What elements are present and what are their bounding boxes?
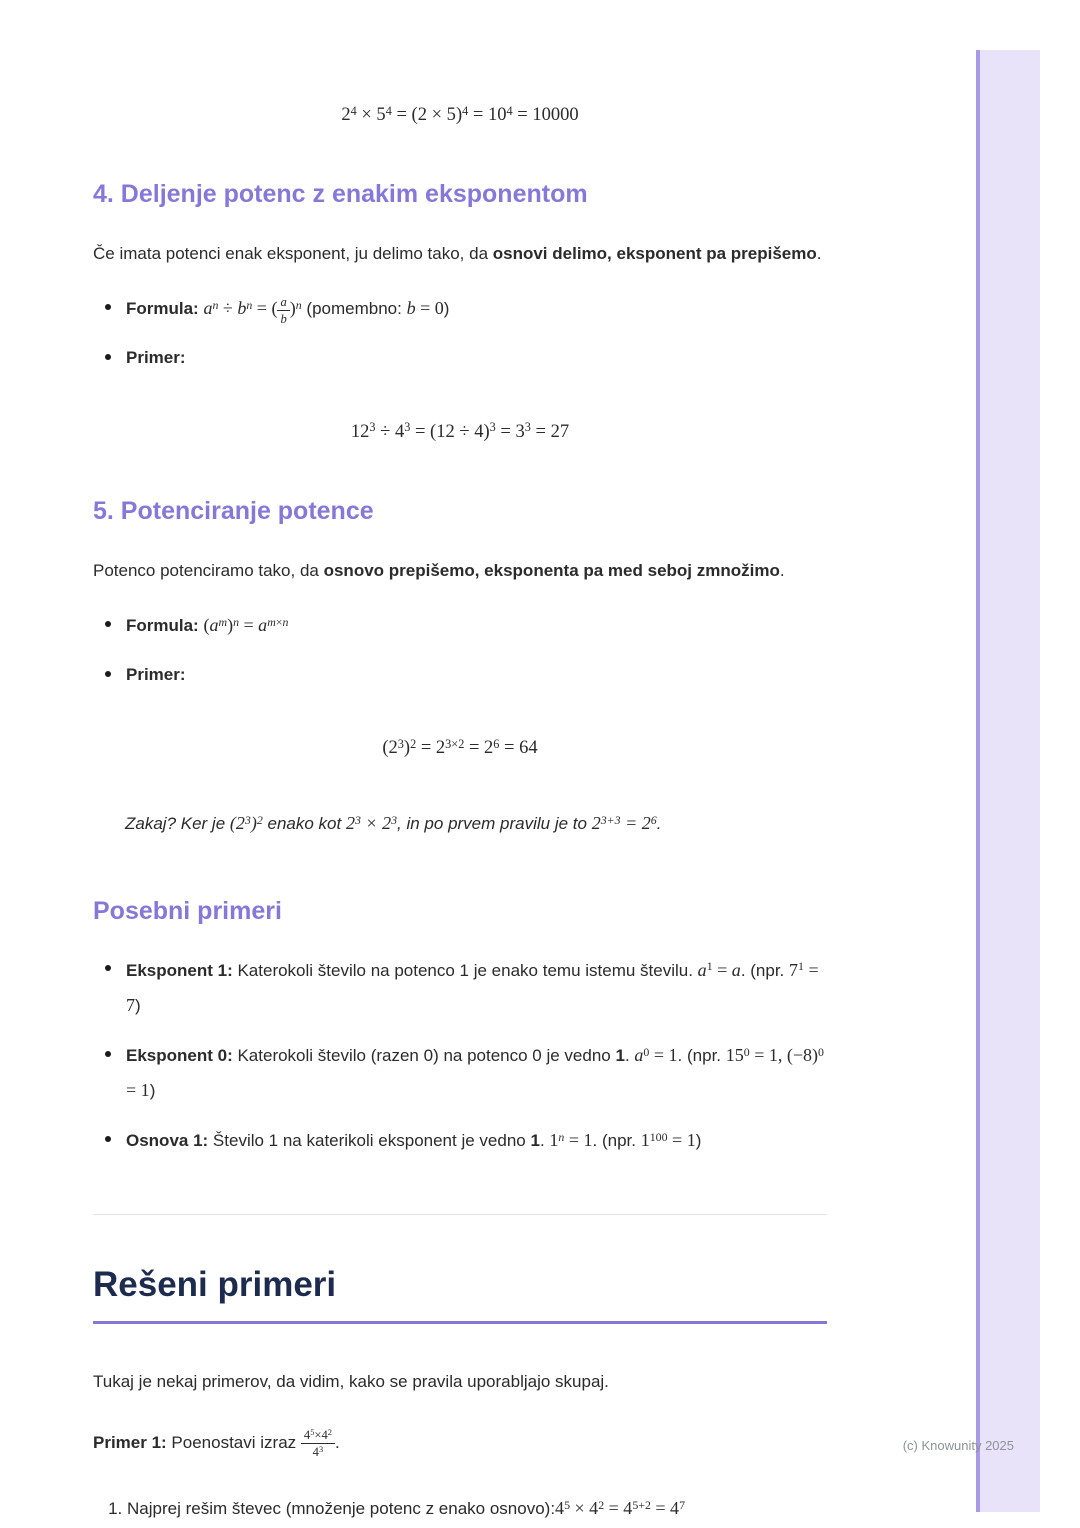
section-divider [93,1214,827,1215]
section4-bullet-list [93,291,827,374]
example-1-label: Primer 1: Poenostavi izraz $\frac{4^5\times 4^2}{4^3}$ . [93,1427,340,1460]
list-item-formula: Formula: $(a^m)^n = a^{m\times n}$ [93,608,827,643]
page-title-solved-examples: Rešeni primeri [93,1265,337,1305]
explanation-note: Zakaj? Ker je $(2^3)^2$ enako kot $2^3 \times 2^3$, in po prvem pravilu je to $2^{3+3} = 2^6$. [125,812,662,834]
document-content [93,58,827,1525]
display-math-power-example: $(2^3)^2 = 2^{3\times 2} = 2^6 = 64$ [382,736,538,759]
copyright-note: (c) Knowunity 2025 [902,1438,1014,1453]
section-heading-power-of-power: 5. Potenciranje potence [93,496,374,525]
solution-step-1: 1. Najprej rešim števec (množenje potenc z enako $osnovo):4^5 \times 4^2 = 4^{5+2} = 4^7$ [127,1491,827,1525]
list-item-base-1: Osnova 1: Število 1 na katerikoli eksponent je vedno 1. $1^n = 1$. (npr. $1^{100} = 1$) [93,1123,827,1158]
list-item-exponent-0: Eksponent 0: Katerokoli število (razen 0) na potenco 0 je vedno 1. $a^0 = 1$. (npr. $15^0 = 1$, $(-8)^0 = 1$) [93,1038,827,1108]
list-item-primer: Primer: [93,341,827,374]
section5-intro-paragraph: Potenco potenciramo tako, da osnovo prepišemo, eksponenta pa med seboj zmnožimo. [93,560,785,580]
special-cases-list [93,953,827,1159]
solution-steps-list [93,1491,827,1525]
section5-bullet-list [93,608,827,691]
title-underline [93,1321,827,1324]
page-margin-band [976,50,1040,1512]
list-item-primer: Primer: [93,658,827,691]
section4-intro-paragraph: Če imata potenci enak eksponent, ju delimo tako, da osnovi delimo, eksponent pa prepišemo. [93,244,822,263]
display-math-product-rule: $2^4 \times 5^4 = (2 \times 5)^4 = 10^4 = 10000$ [341,103,579,125]
solved-intro-paragraph: Tukaj je nekaj primerov, da vidim, kako se pravila uporabljajo skupaj. [93,1372,609,1392]
display-math-division-example: $12^3 \div 4^3 = (12 \div 4)^3 = 3^3 = 27$ [350,420,570,442]
section-heading-division: 4. Deljenje potenc z enakim eksponentom [93,180,588,208]
section-heading-special-cases: Posebni primeri [93,896,282,925]
list-item-formula: Formula: $a^n \div b^n$ = ( $\frac{a}{b}$ )$^n$ (pomembno: b = 0) [93,291,827,326]
list-item-exponent-1: Eksponent 1: Katerokoli število na potenco 1 je enako temu istemu številu. $a^1 = a$. (npr. $7^1 = 7$) [93,953,827,1023]
